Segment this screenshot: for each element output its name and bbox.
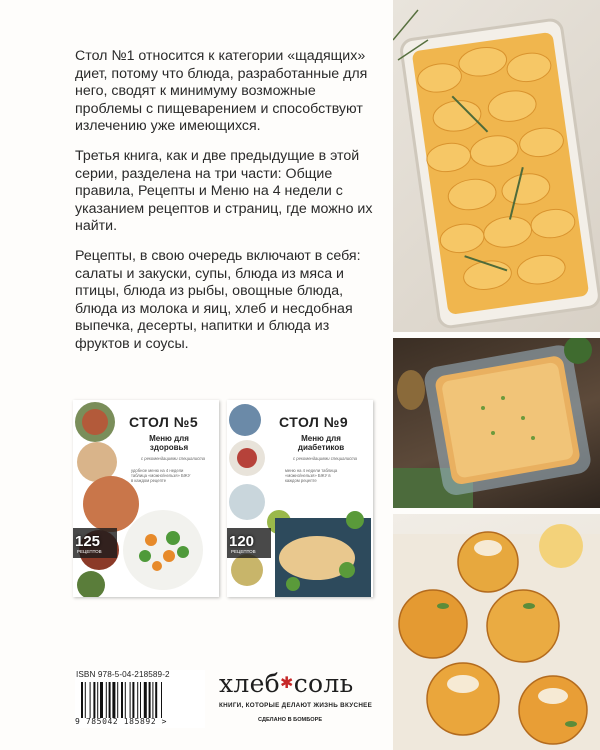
baked-potato-photo — [393, 0, 600, 332]
publisher-logo — [219, 669, 354, 698]
casserole-photo — [393, 338, 600, 508]
book-cover-table9 — [227, 400, 373, 597]
book9-subtitle: Меню для диабетиков — [297, 434, 345, 452]
book9-recipe-label: РЕЦЕПТОВ — [231, 549, 256, 554]
made-in-label: СДЕЛАНО В БОМБОРЕ — [258, 717, 323, 723]
paragraph-recipes: Рецепты, в свою очередь включают в себя: салаты и закуски, супы, блюда из мяса и птицы, блюда из рыбы, овощные блюда, блюда из молока и яиц, хлеб и несдобная выпечка, десерты, напитки и блюда из фруктов и соусы. — [75, 247, 361, 352]
barcode-icon — [81, 682, 199, 718]
logo-word-part2: соль — [293, 669, 354, 698]
book9-bullets: меню на 4 недели таблица «можно/нельзя» БЖУ в каждом рецепте — [285, 468, 338, 483]
logo-word-part1: хлеб — [219, 669, 281, 698]
book5-title: СТОЛ №5 — [129, 414, 199, 430]
paragraph-intro: Стол №1 относится к категории «щадящих» диет, потому что блюда, разработанные для него, сводят к минимуму возможные проблемы с пищеварением и способствуют излечению уже имеющихся. — [75, 48, 368, 135]
book9-tag: с рекомендациями специалиста — [293, 456, 357, 461]
book5-tag: с рекомендациями специалиста — [141, 456, 205, 461]
publisher-slogan: КНИГИ, КОТОРЫЕ ДЕЛАЮТ ЖИЗНЬ ВКУСНЕЕ — [219, 702, 373, 709]
book9-title: СТОЛ №9 — [279, 414, 349, 430]
back-cover-text — [75, 48, 375, 366]
book5-recipe-count: 125 — [75, 533, 101, 550]
paragraph-structure: Третья книга, как и две предыдущие в этой серии, разделена на три части: Общие правила, Рецепты и Меню на 4 недели с указанием рецептов и страниц, где можно их найти. — [75, 147, 373, 235]
book9-recipe-count: 120 — [229, 533, 255, 550]
book5-subtitle: Меню для здоровья — [149, 434, 189, 452]
book5-bullets: удобное меню на 4 недели таблица «можно/нельзя» БЖУ в каждом рецепте — [131, 468, 191, 483]
barcode-digits: 9 785042 185892 > — [75, 717, 168, 726]
isbn-number: ISBN 978-5-04-218589-2 — [76, 670, 170, 679]
book-cover-table5 — [73, 400, 219, 597]
book5-recipe-label: РЕЦЕПТОВ — [77, 549, 102, 554]
isbn-barcode — [75, 670, 205, 728]
logo-star-icon: ✱ — [280, 673, 294, 692]
baked-apples-photo — [393, 514, 600, 750]
food-photo-column — [393, 0, 600, 750]
